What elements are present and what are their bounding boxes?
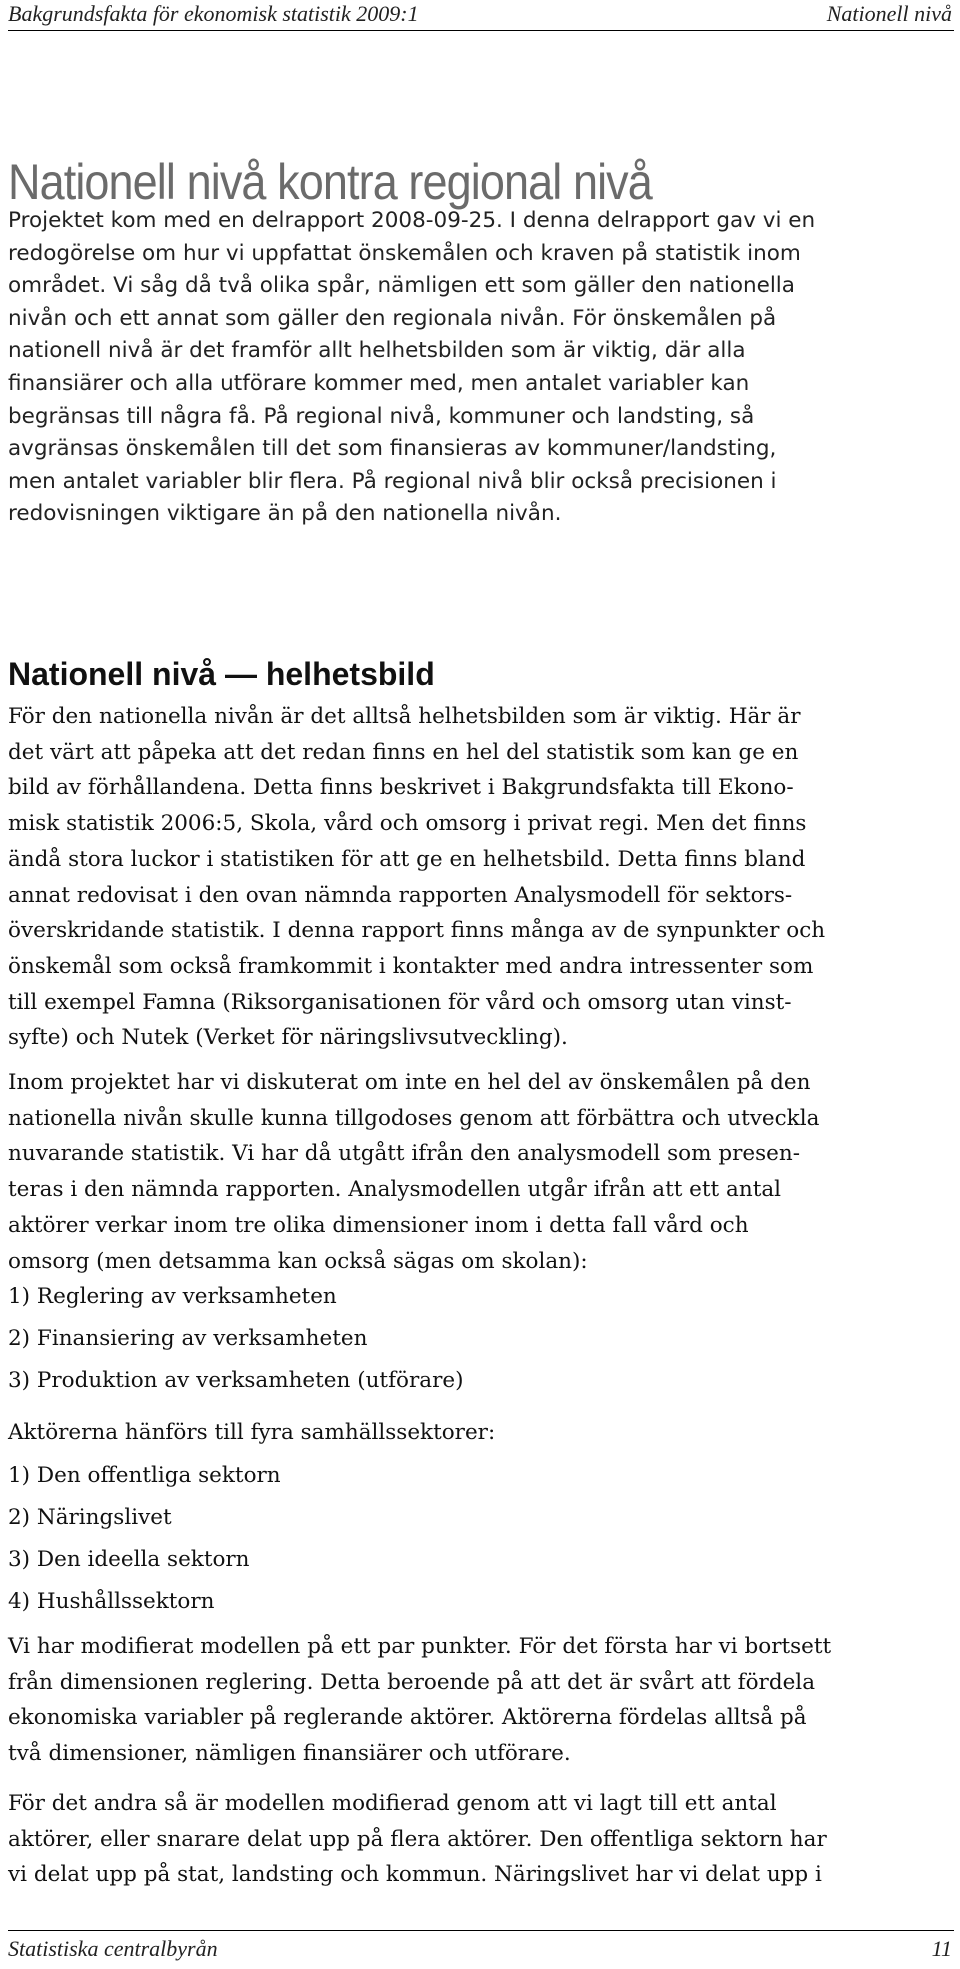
list-item: 4) Hushållssektorn — [8, 1589, 215, 1614]
text-line: nuvarande statistik. Vi har då utgått ifrån den analysmodell som presen- — [8, 1141, 800, 1167]
sectors-list — [8, 1455, 952, 1623]
page-number: 11 — [931, 1936, 952, 1961]
text-line: omsorg (men detsamma kan också sägas om skolan): — [8, 1248, 588, 1274]
text-line: det värt att påpeka att det redan finns en hel del statistik som kan ge en — [8, 739, 799, 765]
text-line: Inom projektet har vi diskuterat om inte en hel del av önskemålen på den — [8, 1070, 811, 1095]
text-line: För det andra så är modellen modifierad genom att vi lagt till ett antal — [8, 1791, 777, 1816]
text-line: nationella nivån skulle kunna tillgodoses genom att förbättra och utveckla — [8, 1105, 820, 1131]
text-line: bild av förhållandena. Detta finns beskrivet i Bakgrundsfakta till Ekono- — [8, 775, 794, 801]
text-line: men antalet variabler blir flera. På regional nivå blir också precisionen i — [8, 468, 777, 494]
text-line: nivån och ett annat som gäller den regionala nivån. För önskemålen på — [8, 305, 777, 331]
header-publication-title: Bakgrundsfakta för ekonomisk statistik 2009:1 — [8, 1, 419, 26]
page-title: Nationell nivå kontra regional nivå — [8, 154, 652, 210]
text-line: redovisningen viktigare än på den nationella nivån. — [8, 501, 562, 527]
text-line: ändå stora luckor i statistiken för att ge en helhetsbild. Detta finns bland — [8, 846, 806, 872]
body-paragraph-2 — [8, 1065, 952, 1279]
text-line: nationell nivå är det framför allt helhetsbilden som är viktig, där alla — [8, 338, 746, 364]
body-paragraph-1 — [8, 699, 952, 1056]
text-line: Vi har modifierat modellen på ett par punkter. För det första har vi bortsett — [8, 1634, 832, 1659]
running-footer — [0, 1934, 960, 1968]
list-item: 1) Den offentliga sektorn — [8, 1463, 281, 1488]
footer-rule — [8, 1930, 954, 1931]
intro-paragraph — [8, 205, 952, 531]
text-line: misk statistik 2006:5, Skola, vård och omsorg i privat regi. Men det finns — [8, 811, 807, 837]
text-line: aktörer verkar inom tre olika dimensioner inom i detta fall vård och — [8, 1212, 749, 1238]
sectors-intro — [8, 1415, 952, 1451]
text-line: syfte) och Nutek (Verket för näringslivsutveckling). — [8, 1025, 568, 1051]
text-line: aktörer, eller snarare delat upp på flera aktörer. Den offentliga sektorn har — [8, 1826, 827, 1852]
text-line: finansiärer och alla utförare kommer med, men antalet variabler kan — [8, 370, 750, 396]
text-line: två dimensioner, nämligen finansiärer och utförare. — [8, 1741, 571, 1767]
text-line: teras i den nämnda rapporten. Analysmodellen utgår ifrån att ett antal — [8, 1177, 782, 1203]
text-line: avgränsas önskemålen till det som finansieras av kommuner/landsting, — [8, 436, 777, 462]
footer-publisher: Statistiska centralbyrån — [8, 1936, 218, 1961]
text-line: till exempel Famna (Riksorganisationen för vård och omsorg utan vinst- — [8, 989, 792, 1015]
body-paragraph-3 — [8, 1629, 952, 1772]
text-line: området. Vi såg då två olika spår, nämligen ett som gäller den nationella — [8, 273, 795, 299]
section-heading: Nationell nivå — helhetsbild — [8, 656, 435, 692]
text-line: vi delat upp på stat, landsting och kommun. Näringslivet har vi delat upp i — [8, 1862, 822, 1888]
header-section-name: Nationell nivå — [826, 1, 952, 26]
text-line: Aktörerna hänförs till fyra samhällssektorer: — [8, 1420, 496, 1445]
text-line: annat redovisat i den ovan nämnda rapporten Analysmodell för sektors- — [8, 882, 793, 908]
list-item: 3) Produktion av verksamheten (utförare) — [8, 1368, 464, 1393]
text-line: överskridande statistik. I denna rapport finns många av de synpunkter och — [8, 918, 826, 944]
running-header — [0, 0, 960, 30]
text-line: ekonomiska variabler på reglerande aktörer. Aktörerna fördelas alltså på — [8, 1705, 807, 1731]
text-line: redogörelse om hur vi uppfattat önskemålen och kraven på statistik inom — [8, 240, 801, 266]
text-line: begränsas till några få. På regional nivå, kommuner och landsting, så — [8, 403, 755, 429]
text-line: önskemål som också framkommit i kontakter med andra intressenter som — [8, 953, 814, 979]
dimensions-list — [8, 1276, 952, 1402]
list-item: 2) Näringslivet — [8, 1505, 172, 1530]
text-line: För den nationella nivån är det alltså helhetsbilden som är viktig. Här är — [8, 704, 801, 729]
list-item: 2) Finansiering av verksamheten — [8, 1326, 368, 1351]
header-rule — [8, 30, 954, 31]
list-item: 1) Reglering av verksamheten — [8, 1284, 337, 1309]
list-item: 3) Den ideella sektorn — [8, 1547, 250, 1572]
text-line: Projektet kom med en delrapport 2008-09-25. I denna delrapport gav vi en — [8, 208, 816, 233]
text-line: från dimensionen reglering. Detta beroende på att det är svårt att fördela — [8, 1669, 816, 1695]
body-paragraph-4 — [8, 1786, 952, 1893]
